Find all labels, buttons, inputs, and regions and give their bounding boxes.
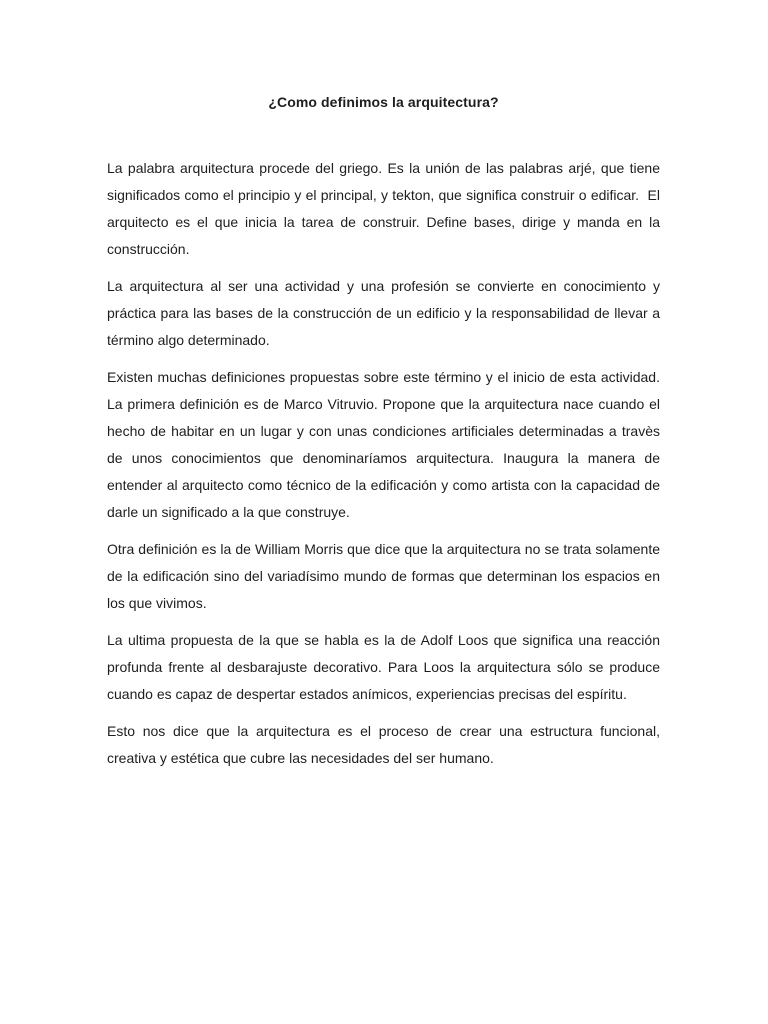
paragraph-conclusion: Esto nos dice que la arquitectura es el proceso de crear una estructura funcional, creativa y estética que cubre las necesidades del ser humano. (107, 723, 664, 766)
paragraph-vitruvio: Existen muchas definiciones propuestas sobre este término y el inicio de esta actividad. La primera definición es de Marco Vitruvio. Propone que la arquitectura nace cuando el hecho de habitar en un lugar y con unas condiciones artificiales determinadas a travès de unos conocimientos que denominaríamos arquitectura. Inaugura la manera de entender al arquitecto como técnico de la edificación y como artista con la capacidad de darle un significado a la que construye. (107, 369, 664, 520)
paragraph-morris: Otra definición es la de William Morris que dice que la arquitectura no se trata solamente de la edificación sino del variadísimo mundo de formas que determinan los espacios en los que vivimos. (107, 541, 664, 611)
paragraph-loos: La ultima propuesta de la que se habla es la de Adolf Loos que significa una reacción profunda frente al desbarajuste decorativo. Para Loos la arquitectura sólo se produce cuando es capaz de despertar estados anímicos, experiencias precisas del espíritu. (107, 632, 664, 702)
paragraph-etymology: La palabra arquitectura procede del griego. Es la unión de las palabras arjé, que tiene significados como el principio y el principal, y tekton, que significa construir o edificar. El arquitecto es el que inicia la tarea de construir. Define bases, dirige y manda en la construcción. (107, 160, 664, 257)
paragraph-profession: La arquitectura al ser una actividad y una profesión se convierte en conocimiento y práctica para las bases de la construcción de un edificio y la responsabilidad de llevar a término algo determinado. (107, 278, 664, 348)
page-title: ¿Como definimos la arquitectura? (268, 94, 499, 110)
